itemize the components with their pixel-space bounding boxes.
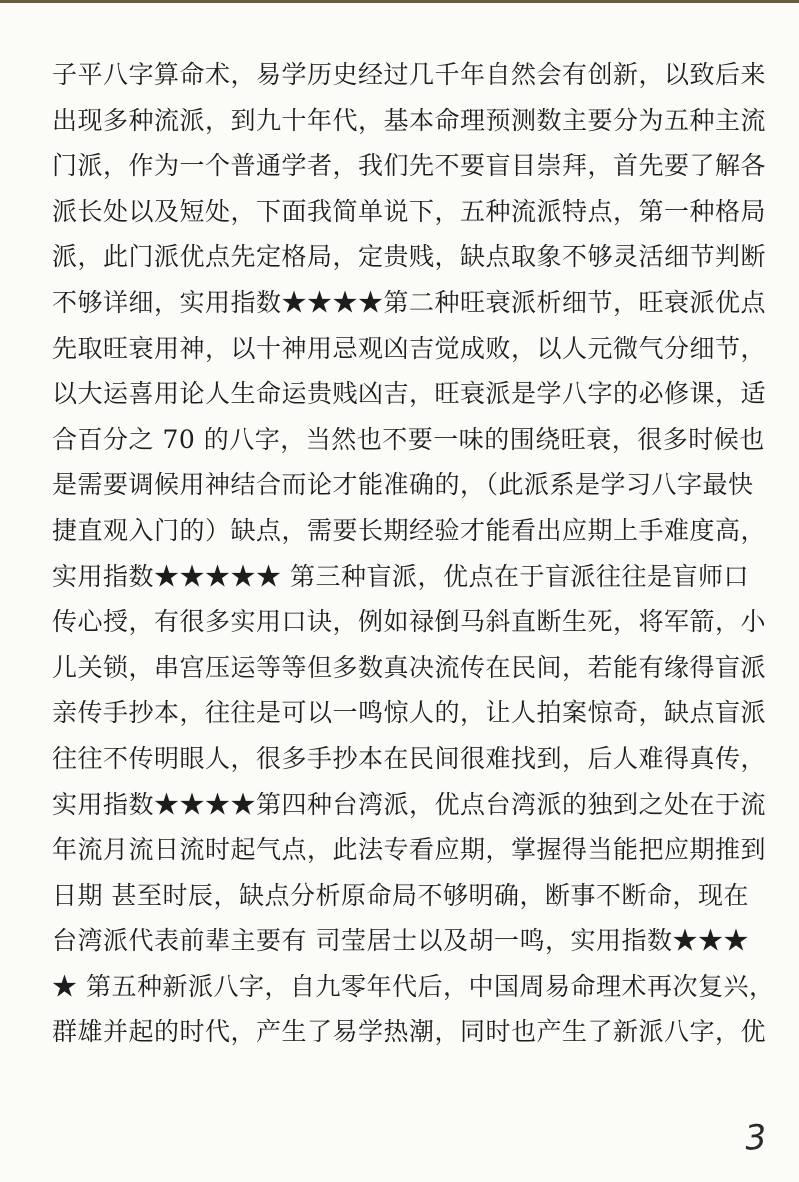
text-line: ★ 第五种新派八字，自九零年代后，中国周易命理术再次复兴， <box>52 971 775 1001</box>
text-line: 往往不传明眼人，很多手抄本在民间很难找到，后人难得真传， <box>52 743 767 773</box>
document-body <box>52 52 775 1055</box>
text-line: 儿关锁，串宫压运等等但多数真决流传在民间，若能有缘得盲派 <box>52 652 767 682</box>
top-border-rule <box>0 0 799 3</box>
text-line: 派，此门派优点先定格局，定贵贱，缺点取象不够灵活细节判断 <box>52 242 767 272</box>
text-line: 台湾派代表前辈主要有 司莹居士以及胡一鸣，实用指数★★★ <box>52 926 749 956</box>
text-line: 日期 甚至时辰，缺点分析原命局不够明确，断事不断命，现在 <box>52 880 749 910</box>
text-line: 传心授，有很多实用口诀，例如禄倒马斜直断生死，将军箭，小 <box>52 607 767 637</box>
text-line: 出现多种流派，到九十年代，基本命理预测数主要分为五种主流 <box>52 105 767 135</box>
text-line: 派长处以及短处，下面我简单说下，五种流派特点，第一种格局 <box>52 196 767 226</box>
text-line: 门派，作为一个普通学者，我们先不要盲目崇拜，首先要了解各 <box>52 151 767 181</box>
text-line: 亲传手抄本，往往是可以一鸣惊人的，让人拍案惊奇，缺点盲派 <box>52 698 767 728</box>
text-line: 捷直观入门的）缺点，需要长期经验才能看出应期上手难度高， <box>52 515 767 545</box>
text-line: 不够详细，实用指数★★★★第二种旺衰派析细节，旺衰派优点 <box>52 287 767 317</box>
text-line: 先取旺衰用神，以十神用忌观凶吉觉成败，以人元微气分细节， <box>52 333 767 363</box>
text-line: 是需要调候用神结合而论才能准确的，（此派系是学习八字最快 <box>52 470 754 500</box>
page-number: 3 <box>743 1117 769 1159</box>
text-line: 实用指数★★★★★ 第三种盲派，优点在于盲派往往是盲师口 <box>52 561 749 591</box>
text-line: 群雄并起的时代，产生了易学热潮，同时也产生了新派八字，优 <box>52 1017 767 1047</box>
text-line: 年流月流日流时起气点，此法专看应期，掌握得当能把应期推到 <box>52 835 767 865</box>
text-line: 子平八字算命术，易学历史经过几千年自然会有创新，以致后来 <box>52 60 767 89</box>
text-line: 实用指数★★★★第四种台湾派，优点台湾派的独到之处在于流 <box>52 789 767 819</box>
text-line: 以大运喜用论人生命运贵贱凶吉，旺衰派是学八字的必修课，适 <box>52 379 767 409</box>
text-line: 合百分之 70 的八字，当然也不要一味的围绕旺衰，很多时候也 <box>52 424 765 454</box>
